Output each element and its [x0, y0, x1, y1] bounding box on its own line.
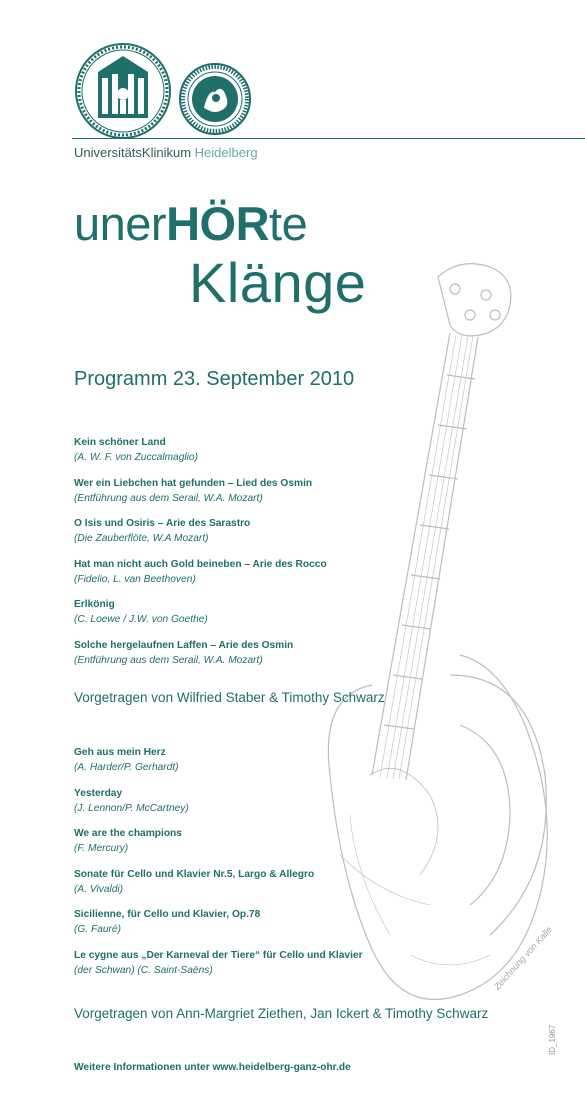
program-item-subtitle: (A. Vivaldi) — [74, 883, 124, 895]
program-item — [74, 557, 327, 587]
program-item-subtitle: (G. Fauré) — [74, 924, 121, 935]
program-item-title: Erlkönig — [74, 599, 115, 610]
title-pre: uner — [74, 197, 167, 250]
program-item-subtitle: (A. Harder/P. Gerhardt) — [74, 762, 179, 773]
program-item-title: Solche hergelaufnen Laffen – Arie des Osmin — [74, 639, 294, 651]
event-title-line2: Klänge — [189, 251, 367, 314]
university-seal-icon — [74, 42, 172, 140]
clinic-name-part1: UniversitätsKlinikum — [74, 145, 192, 160]
program-item — [74, 948, 363, 978]
performers-section-1: Vorgetragen von Wilfried Staber & Timothy Schwarz — [74, 690, 385, 705]
program-section-1 — [74, 435, 327, 678]
program-item — [74, 907, 363, 937]
program-item-subtitle: (der Schwan) (C. Saint-Saëns) — [74, 964, 213, 976]
program-section-2 — [74, 745, 363, 988]
faculty-seal-icon — [178, 62, 252, 136]
program-heading: Programm 23. September 2010 — [74, 368, 355, 390]
footer-info: Weitere Informationen unter www.heidelberg-ganz-ohr.de — [74, 1062, 351, 1073]
illustration-signature: Zeichnung von Kalle — [492, 924, 555, 992]
program-item-subtitle: (A. W. F. von Zuccalmaglio) — [74, 452, 198, 463]
program-item — [74, 597, 327, 627]
program-item-title: Kein schöner Land — [74, 437, 166, 448]
program-item-title: Yesterday — [74, 787, 123, 799]
event-title-line1 — [74, 196, 307, 251]
program-item-title: Sicilienne, für Cello und Klavier, Op.78 — [74, 909, 261, 920]
program-item-title: Le cygne aus „Der Karneval der Tiere“ für Cello und Klavier — [74, 949, 363, 961]
program-item-title: Wer ein Liebchen hat gefunden – Lied des Osmin — [74, 477, 313, 489]
program-item-subtitle: (J. Lennon/P. McCartney) — [74, 802, 189, 814]
program-item — [74, 745, 363, 775]
title-highlight: HÖR — [166, 197, 270, 250]
program-item-title: Sonate für Cello und Klavier Nr.5, Largo & Allegro — [74, 868, 315, 880]
header-rule — [72, 138, 585, 139]
program-item — [74, 435, 327, 465]
program-item-title: We are the champions — [74, 828, 182, 839]
program-item — [74, 516, 327, 546]
program-item-subtitle: (F. Mercury) — [74, 843, 129, 854]
program-item — [74, 476, 327, 506]
program-item-subtitle: (Entführung aus dem Serail, W.A. Mozart) — [74, 654, 263, 666]
program-item — [74, 826, 363, 856]
program-item-title: Hat man nicht auch Gold beineben – Arie des Rocco — [74, 558, 327, 570]
program-item — [74, 786, 363, 816]
document-code: ID_1967 — [548, 1024, 557, 1055]
clinic-name-part2: Heidelberg — [194, 145, 258, 160]
title-post: te — [269, 197, 308, 250]
program-item-subtitle: (C. Loewe / J.W. von Goethe) — [74, 614, 208, 625]
program-item-title: O Isis und Osiris – Arie des Sarastro — [74, 518, 251, 529]
program-item — [74, 867, 363, 897]
program-item-title: Geh aus mein Herz — [74, 747, 166, 758]
program-item — [74, 638, 327, 668]
program-item-subtitle: (Die Zauberflöte, W.A Mozart) — [74, 533, 209, 544]
program-item-subtitle: (Fidelio, L. van Beethoven) — [74, 573, 196, 585]
clinic-name — [74, 145, 258, 160]
performers-section-2: Vorgetragen von Ann-Margriet Ziethen, Jan Ickert & Timothy Schwarz — [74, 1006, 489, 1021]
program-item-subtitle: (Entführung aus dem Serail, W.A. Mozart) — [74, 492, 263, 504]
